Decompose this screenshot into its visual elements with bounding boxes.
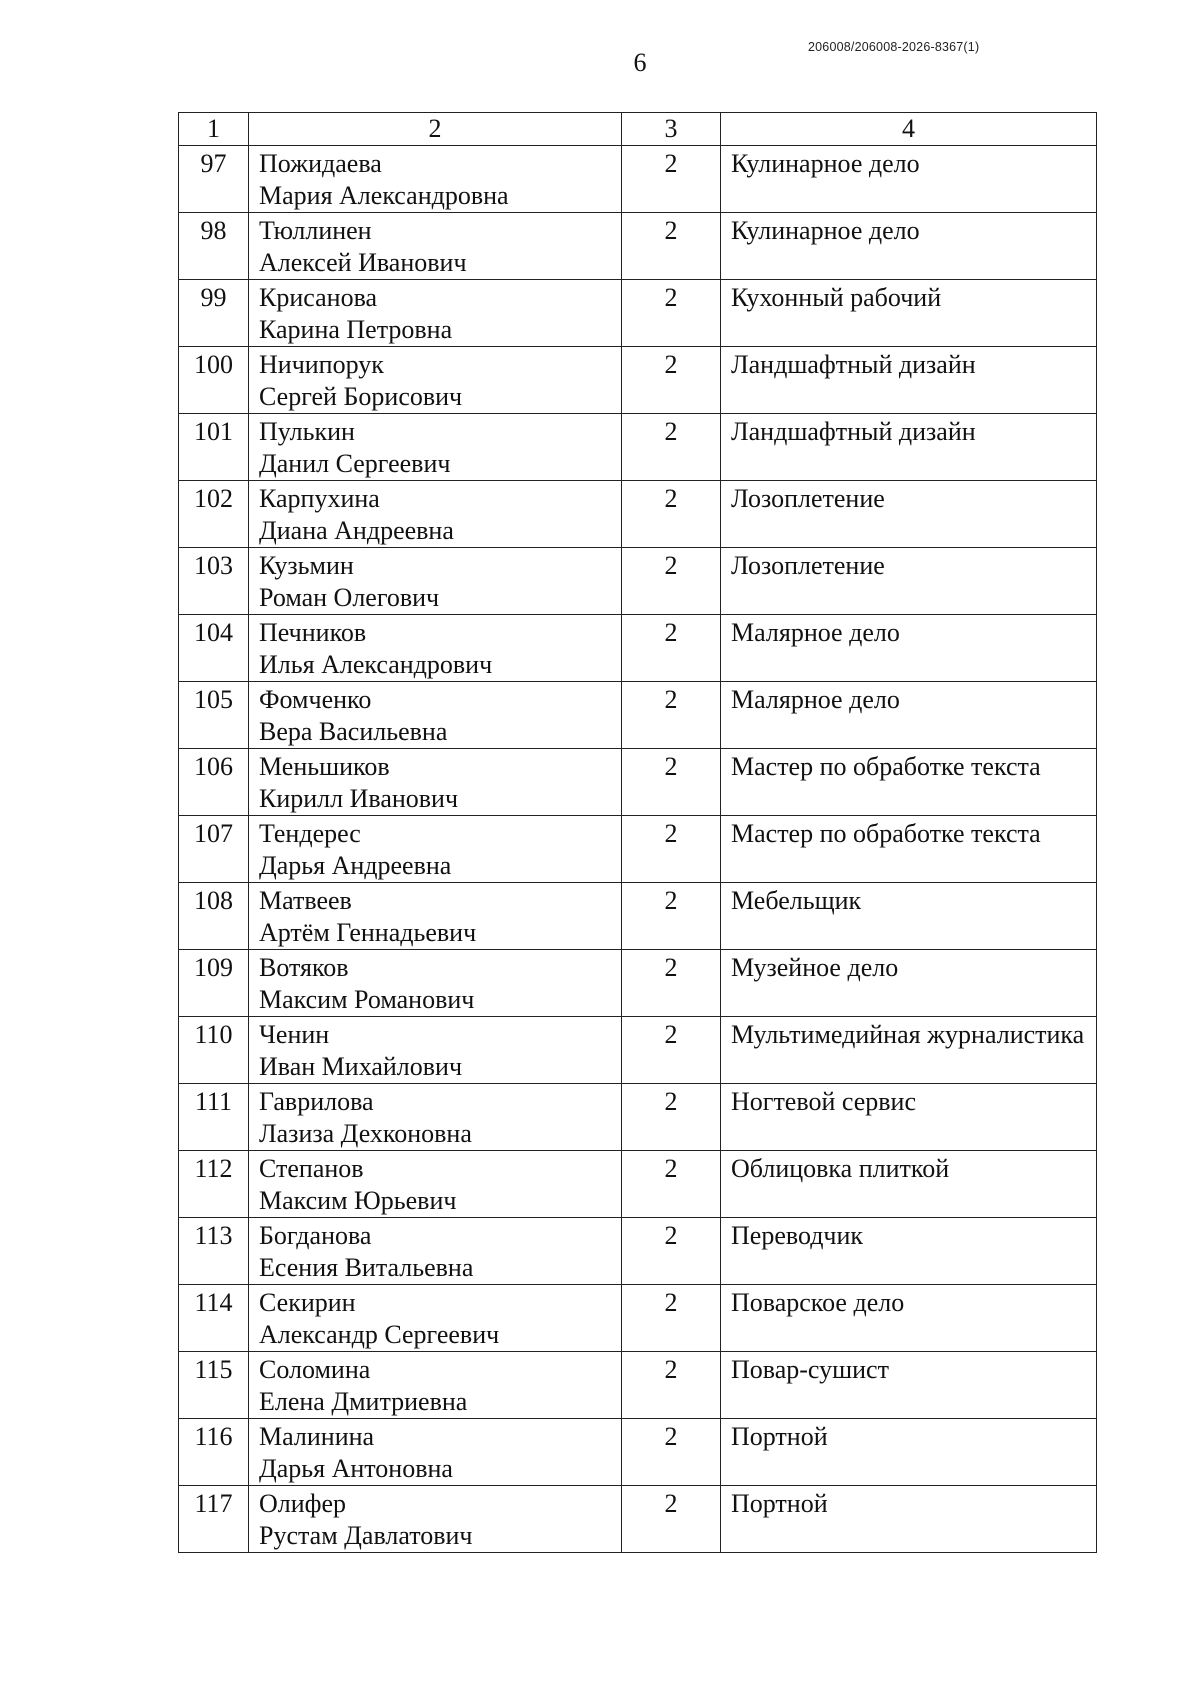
person-given-names: Дарья Антоновна <box>259 1454 453 1483</box>
specialty-cell: Мультимедийная журналистика <box>721 1017 1097 1084</box>
count-cell: 2 <box>622 280 721 347</box>
table-row <box>179 1218 1097 1285</box>
person-given-names: Кирилл Иванович <box>259 784 459 813</box>
specialty-cell: Лозоплетение <box>721 481 1097 548</box>
specialty-cell: Поварское дело <box>721 1285 1097 1352</box>
person-surname: Секирин <box>259 1288 356 1317</box>
table-row <box>179 615 1097 682</box>
person-name-cell <box>249 1151 622 1218</box>
person-surname: Печников <box>259 618 367 647</box>
row-number: 116 <box>179 1419 249 1486</box>
row-number: 111 <box>179 1084 249 1151</box>
column-header-2: 2 <box>249 113 622 146</box>
row-number: 112 <box>179 1151 249 1218</box>
count-cell: 2 <box>622 816 721 883</box>
person-surname: Матвеев <box>259 886 352 915</box>
table-row <box>179 280 1097 347</box>
row-number: 103 <box>179 548 249 615</box>
person-surname: Кузьмин <box>259 551 354 580</box>
person-surname: Ничипорук <box>259 350 384 379</box>
table-row <box>179 1486 1097 1553</box>
specialty-cell: Ландшафтный дизайн <box>721 347 1097 414</box>
count-cell: 2 <box>622 615 721 682</box>
person-name-cell <box>249 615 622 682</box>
specialty-cell: Переводчик <box>721 1218 1097 1285</box>
specialty-cell: Кулинарное дело <box>721 146 1097 213</box>
table-row <box>179 1017 1097 1084</box>
person-given-names: Карина Петровна <box>259 315 453 344</box>
column-header-4: 4 <box>721 113 1097 146</box>
row-number: 102 <box>179 481 249 548</box>
person-name-cell <box>249 1017 622 1084</box>
row-number: 99 <box>179 280 249 347</box>
person-name-cell <box>249 1486 622 1553</box>
specialty-cell: Малярное дело <box>721 615 1097 682</box>
person-given-names: Мария Александровна <box>259 181 509 210</box>
specialty-cell: Повар-сушист <box>721 1352 1097 1419</box>
row-number: 113 <box>179 1218 249 1285</box>
person-surname: Фомченко <box>259 685 372 714</box>
count-cell: 2 <box>622 682 721 749</box>
specialty-cell: Ногтевой сервис <box>721 1084 1097 1151</box>
person-given-names: Елена Дмитриевна <box>259 1387 468 1416</box>
row-number: 105 <box>179 682 249 749</box>
person-name-cell <box>249 1218 622 1285</box>
count-cell: 2 <box>622 1151 721 1218</box>
person-given-names: Есения Витальевна <box>259 1253 474 1282</box>
row-number: 106 <box>179 749 249 816</box>
person-given-names: Рустам Давлатович <box>259 1521 473 1550</box>
person-name-cell <box>249 1285 622 1352</box>
person-surname: Олифер <box>259 1489 347 1518</box>
person-surname: Богданова <box>259 1221 372 1250</box>
person-name-cell <box>249 682 622 749</box>
person-given-names: Алексей Иванович <box>259 248 467 277</box>
row-number: 104 <box>179 615 249 682</box>
person-name-cell <box>249 883 622 950</box>
count-cell: 2 <box>622 146 721 213</box>
person-surname: Ченин <box>259 1020 330 1049</box>
person-surname: Малинина <box>259 1422 375 1451</box>
table-row <box>179 950 1097 1017</box>
specialty-cell: Кухонный рабочий <box>721 280 1097 347</box>
person-name-cell <box>249 548 622 615</box>
count-cell: 2 <box>622 1084 721 1151</box>
person-given-names: Александр Сергеевич <box>259 1320 500 1349</box>
table-row <box>179 1084 1097 1151</box>
roster-table <box>178 112 1097 1553</box>
specialty-cell: Лозоплетение <box>721 548 1097 615</box>
person-given-names: Максим Романович <box>259 985 475 1014</box>
specialty-cell: Мебельщик <box>721 883 1097 950</box>
specialty-cell: Портной <box>721 1419 1097 1486</box>
row-number: 98 <box>179 213 249 280</box>
person-surname: Пожидаева <box>259 149 382 178</box>
person-name-cell <box>249 1084 622 1151</box>
person-given-names: Лазиза Дехконовна <box>259 1119 472 1148</box>
count-cell: 2 <box>622 213 721 280</box>
row-number: 107 <box>179 816 249 883</box>
specialty-cell: Мастер по обработке текста <box>721 749 1097 816</box>
person-given-names: Илья Александрович <box>259 650 493 679</box>
specialty-cell: Кулинарное дело <box>721 213 1097 280</box>
row-number: 115 <box>179 1352 249 1419</box>
specialty-cell: Ландшафтный дизайн <box>721 414 1097 481</box>
person-surname: Тюллинен <box>259 216 372 245</box>
person-name-cell <box>249 280 622 347</box>
table-row <box>179 883 1097 950</box>
person-surname: Крисанова <box>259 283 378 312</box>
row-number: 109 <box>179 950 249 1017</box>
person-given-names: Максим Юрьевич <box>259 1186 457 1215</box>
table-header-row <box>179 113 1097 146</box>
specialty-cell: Мастер по обработке текста <box>721 816 1097 883</box>
count-cell: 2 <box>622 883 721 950</box>
specialty-cell: Портной <box>721 1486 1097 1553</box>
person-given-names: Дарья Андреевна <box>259 851 452 880</box>
person-surname: Гаврилова <box>259 1087 374 1116</box>
person-surname: Меньшиков <box>259 752 390 781</box>
count-cell: 2 <box>622 414 721 481</box>
specialty-cell: Малярное дело <box>721 682 1097 749</box>
table-row <box>179 682 1097 749</box>
person-surname: Пулькин <box>259 417 355 446</box>
table-row <box>179 213 1097 280</box>
person-given-names: Диана Андреевна <box>259 516 454 545</box>
row-number: 110 <box>179 1017 249 1084</box>
count-cell: 2 <box>622 1352 721 1419</box>
row-number: 101 <box>179 414 249 481</box>
person-given-names: Сергей Борисович <box>259 382 463 411</box>
table-row <box>179 414 1097 481</box>
table-row <box>179 1419 1097 1486</box>
person-name-cell <box>249 1419 622 1486</box>
column-header-1: 1 <box>179 113 249 146</box>
person-given-names: Роман Олегович <box>259 583 440 612</box>
specialty-cell: Музейное дело <box>721 950 1097 1017</box>
table-row <box>179 347 1097 414</box>
person-given-names: Вера Васильевна <box>259 717 448 746</box>
person-name-cell <box>249 749 622 816</box>
person-given-names: Иван Михайлович <box>259 1052 463 1081</box>
person-surname: Соломина <box>259 1355 371 1384</box>
person-name-cell <box>249 146 622 213</box>
count-cell: 2 <box>622 1486 721 1553</box>
person-name-cell <box>249 1352 622 1419</box>
count-cell: 2 <box>622 1218 721 1285</box>
row-number: 100 <box>179 347 249 414</box>
table-row <box>179 816 1097 883</box>
table-row <box>179 146 1097 213</box>
table-row <box>179 1352 1097 1419</box>
table-row <box>179 1285 1097 1352</box>
row-number: 108 <box>179 883 249 950</box>
count-cell: 2 <box>622 481 721 548</box>
specialty-cell: Облицовка плиткой <box>721 1151 1097 1218</box>
row-number: 97 <box>179 146 249 213</box>
person-name-cell <box>249 816 622 883</box>
row-number: 114 <box>179 1285 249 1352</box>
person-surname: Тендерес <box>259 819 361 848</box>
table-row <box>179 481 1097 548</box>
count-cell: 2 <box>622 1017 721 1084</box>
table-row <box>179 548 1097 615</box>
person-surname: Вотяков <box>259 953 349 982</box>
person-surname: Степанов <box>259 1154 364 1183</box>
person-name-cell <box>249 950 622 1017</box>
person-given-names: Данил Сергеевич <box>259 449 451 478</box>
person-name-cell <box>249 414 622 481</box>
count-cell: 2 <box>622 1419 721 1486</box>
count-cell: 2 <box>622 347 721 414</box>
person-name-cell <box>249 213 622 280</box>
row-number: 117 <box>179 1486 249 1553</box>
count-cell: 2 <box>622 950 721 1017</box>
table-body <box>179 146 1097 1553</box>
column-header-3: 3 <box>622 113 721 146</box>
person-name-cell <box>249 481 622 548</box>
count-cell: 2 <box>622 749 721 816</box>
count-cell: 2 <box>622 1285 721 1352</box>
table-row <box>179 749 1097 816</box>
person-name-cell <box>249 347 622 414</box>
person-surname: Карпухина <box>259 484 380 513</box>
table-row <box>179 1151 1097 1218</box>
person-given-names: Артём Геннадьевич <box>259 918 477 947</box>
count-cell: 2 <box>622 548 721 615</box>
document-code: 206008/206008-2026-8367(1) <box>808 40 980 54</box>
page-number: 6 <box>633 48 647 77</box>
